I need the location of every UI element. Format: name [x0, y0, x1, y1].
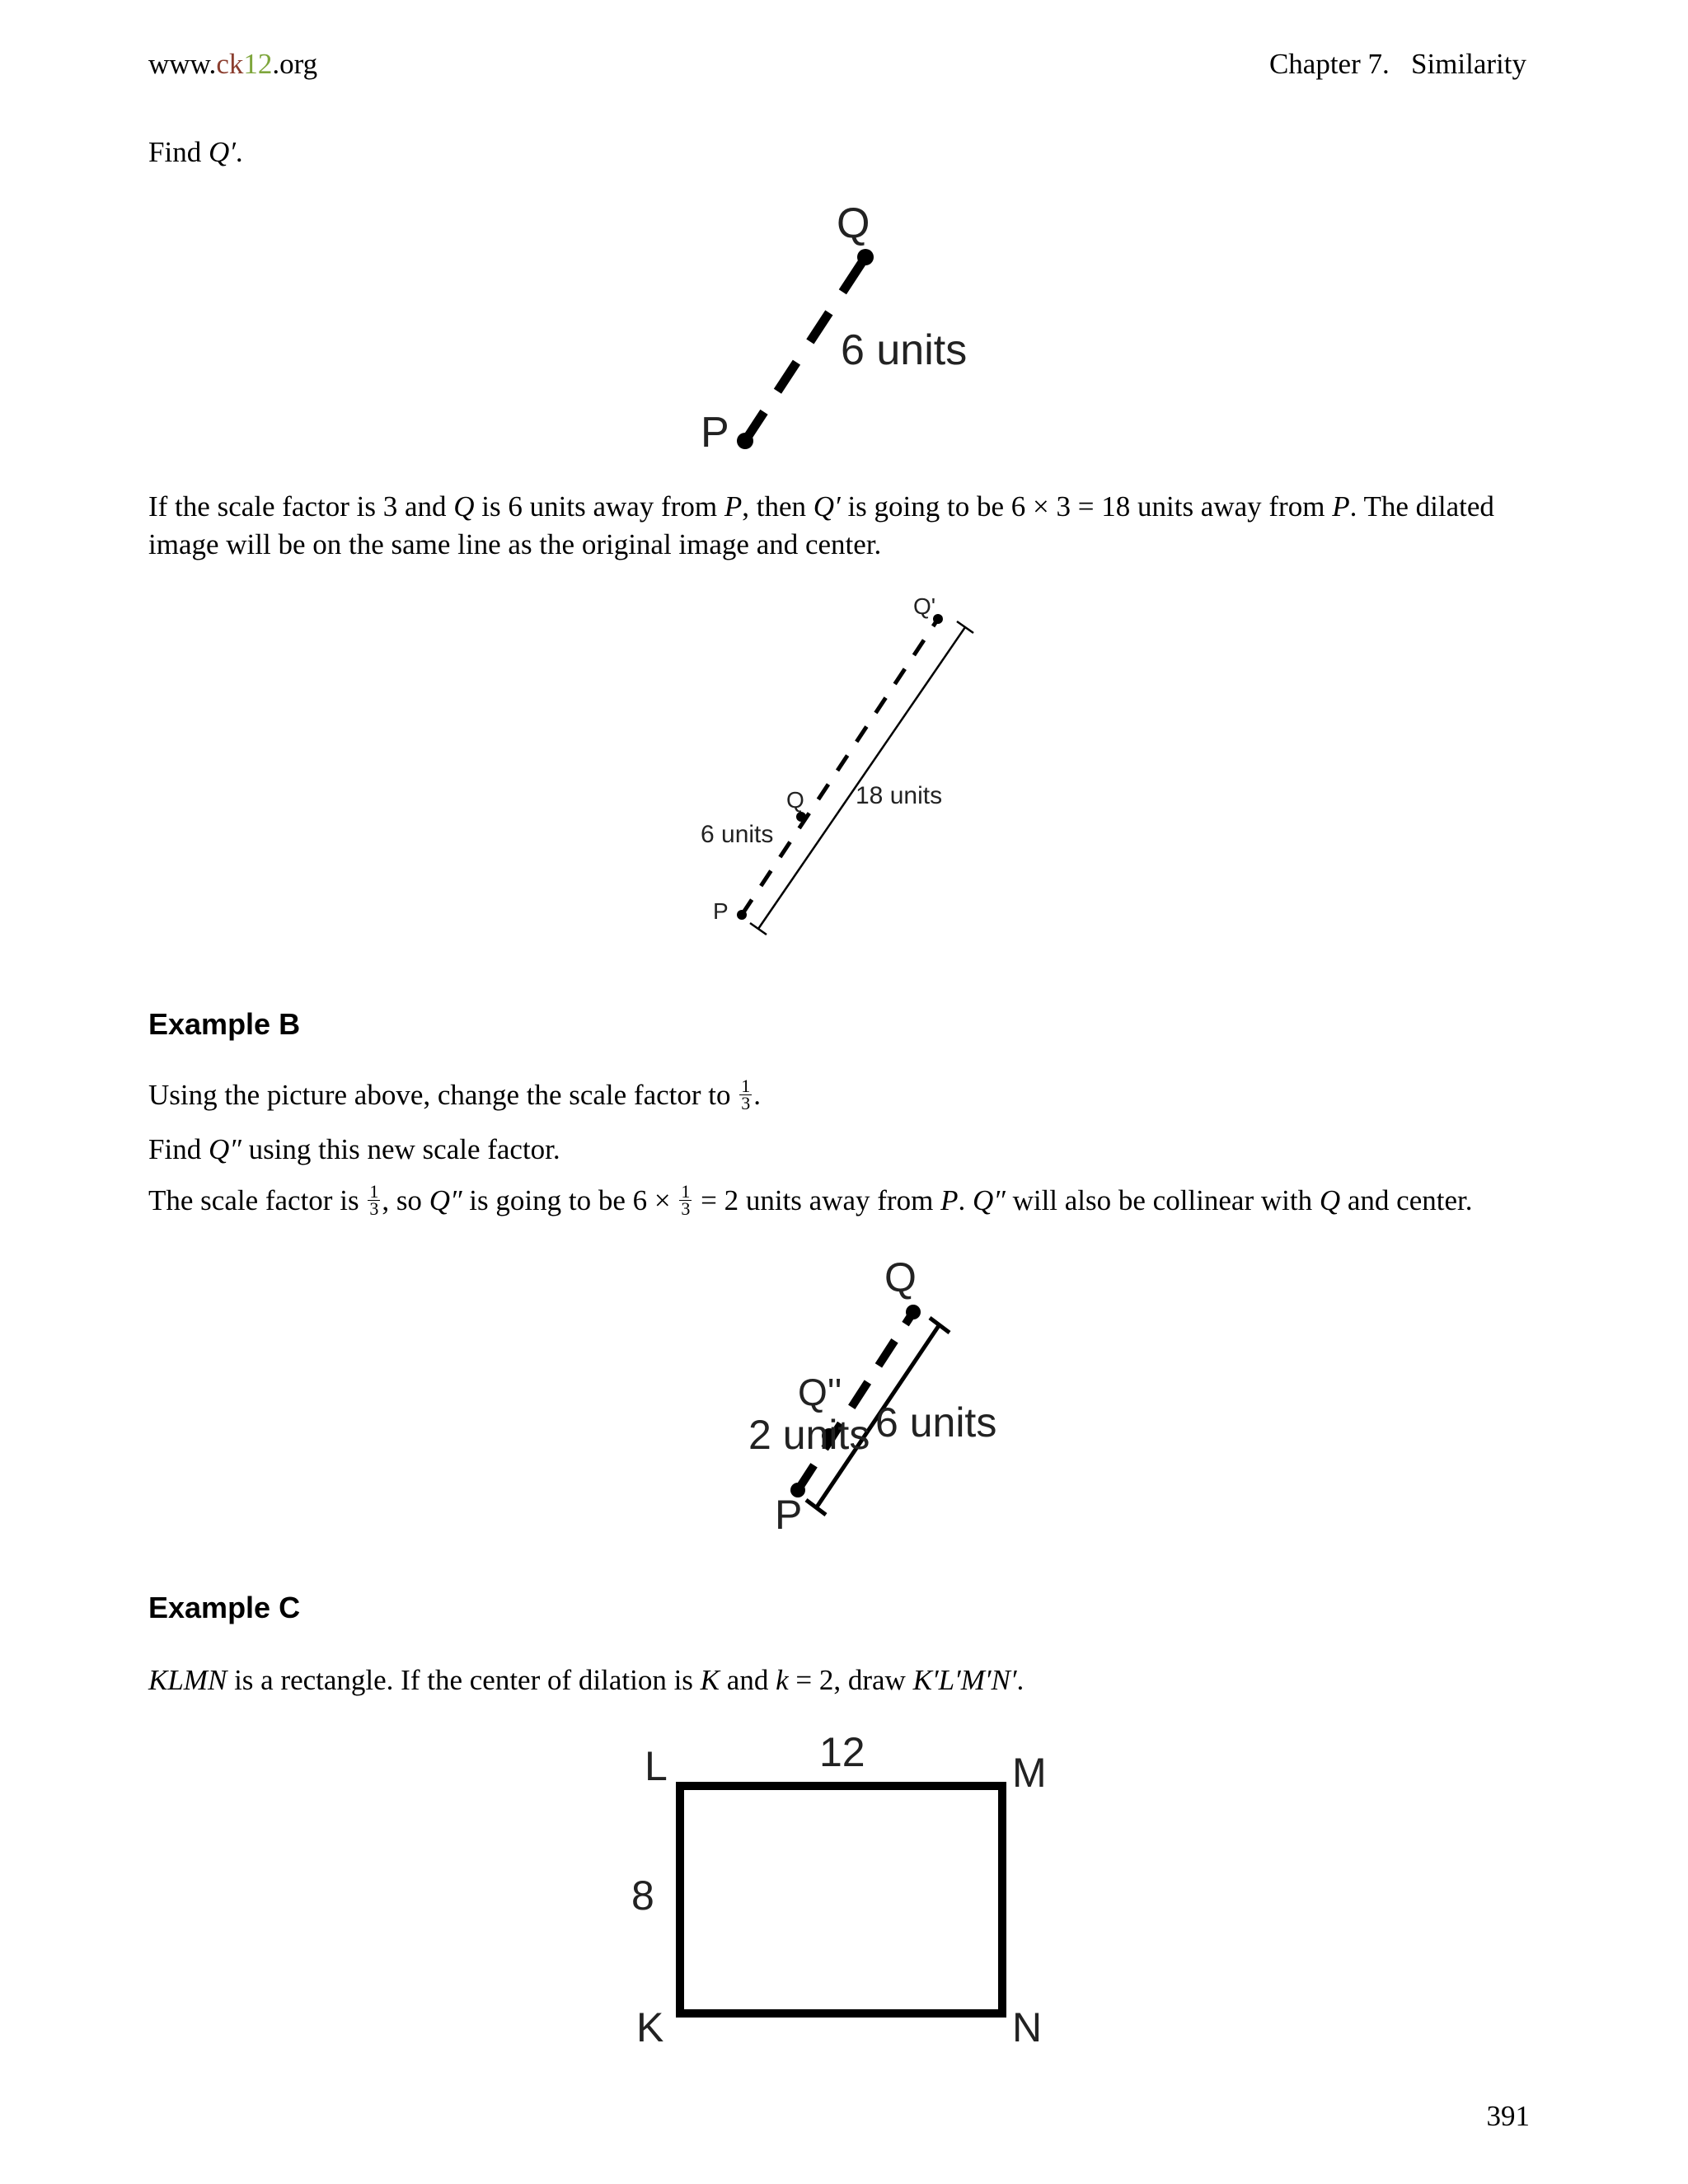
page-number: 391: [1486, 2100, 1530, 2132]
example-c-text: KLMN is a rectangle. If the center of dilation is K and k = 2, draw K′L′M′N′.: [148, 1664, 1025, 1696]
chapter-title: Chapter 7. Similarity: [1268, 48, 1526, 80]
example-b-line2: Find Q″ using this new scale factor.: [148, 1133, 560, 1165]
example-b-line3: The scale factor is $\frac{1}{3}$ , so Q″ is going to be 6 × $\frac{1}{3}$ = 2 units away from P. Q″ will also be collinear with Q and center.: [148, 1181, 1473, 1220]
fraction-one-third: $\frac{1}{3}$: [369, 1181, 379, 1220]
label-l: L: [645, 1743, 668, 1789]
point-q: [857, 249, 874, 265]
fraction-one-third: $\frac{1}{3}$: [681, 1181, 691, 1220]
figure-rectangle-klmn: [610, 1718, 1071, 2048]
label-length-12: 12: [819, 1729, 865, 1775]
figure-segment-pq: [659, 190, 1039, 462]
label-6-units: 6 units: [875, 1399, 997, 1446]
label-q: Q: [837, 199, 870, 247]
point-q: [796, 812, 806, 822]
segment-pq-prime-dashed: [742, 619, 938, 915]
figure-dilation-18-units: [676, 589, 1022, 944]
point-p: [737, 910, 747, 920]
example-b-heading: Example B: [148, 1007, 301, 1041]
site-url[interactable]: www.ck12.org: [148, 48, 318, 80]
measure-tick-top: [930, 1318, 950, 1333]
label-distance-6: 6 units: [841, 326, 968, 374]
label-p: P: [713, 898, 729, 924]
label-m: M: [1012, 1750, 1047, 1796]
measure-tick-top: [957, 621, 973, 633]
label-p: P: [701, 409, 729, 457]
label-q: Q: [884, 1254, 917, 1301]
label-q-prime: Q': [913, 593, 936, 619]
label-2-units: 2 units: [748, 1412, 870, 1458]
figure-dilation-2-units: [651, 1240, 1047, 1537]
label-p: P: [775, 1492, 803, 1537]
measure-tick-bottom: [750, 923, 767, 935]
label-n: N: [1012, 2004, 1043, 2048]
rectangle-klmn: [680, 1786, 1002, 2013]
point-q: [906, 1305, 921, 1319]
example-c-heading: Example C: [148, 1591, 301, 1624]
point-p: [737, 433, 753, 449]
label-width-8: 8: [631, 1872, 654, 1919]
find-q-prime-text: Find Q′.: [148, 136, 243, 168]
label-q: Q: [786, 787, 804, 813]
paragraph-scale-factor-3: If the scale factor is 3 and Q is 6 units away from P, then Q′ is going to be 6 × 3 = 18 units away from P. The dilated image will be on the same line as the original image and center.: [148, 490, 1494, 560]
fraction-one-third: $\frac{1}{3}$: [741, 1076, 751, 1114]
measure-line-18: [758, 627, 965, 929]
example-b-line1: Using the picture above, change the scale factor to $\frac{1}{3}$ .: [148, 1076, 762, 1114]
measure-tick-bottom: [806, 1500, 826, 1515]
label-18-units: 18 units: [856, 782, 943, 809]
label-k: K: [636, 2004, 664, 2048]
label-q-double-prime: Q'': [798, 1371, 842, 1413]
label-6-units: 6 units: [701, 821, 774, 848]
